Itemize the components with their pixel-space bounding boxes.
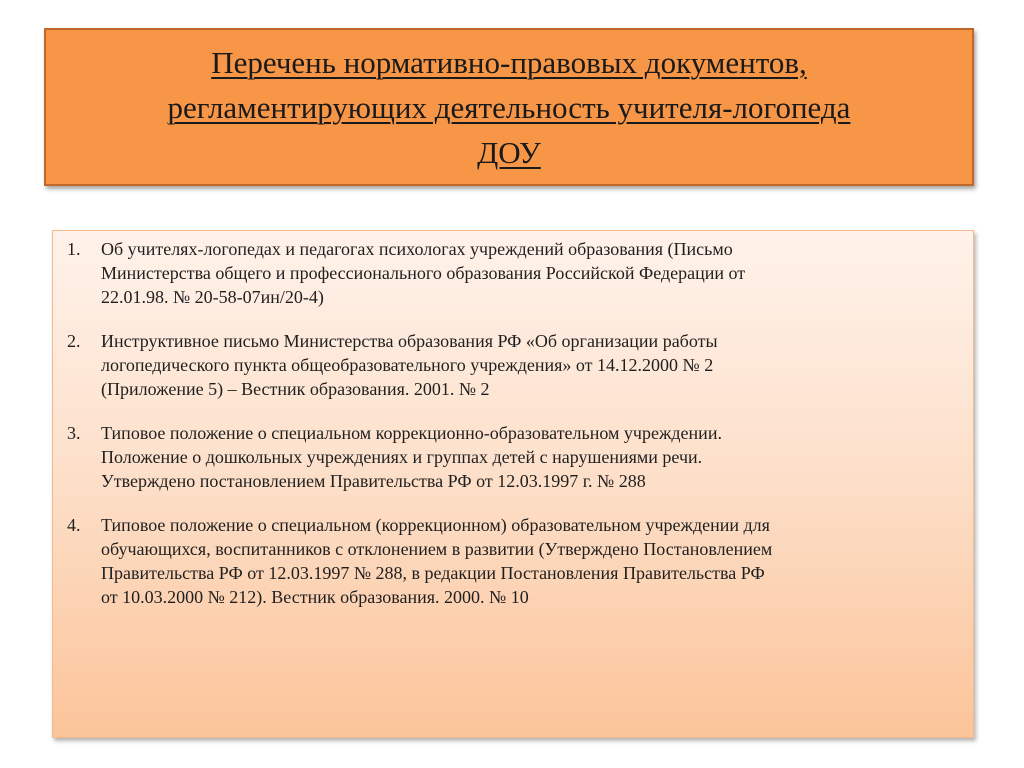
slide-title (138, 40, 881, 175)
list-item-line: 22.01.98. № 20-58-07ин/20-4) (101, 287, 324, 307)
list-item-line: обучающихся, воспитанников с отклонением в развитии (Утверждено Постановлением (101, 539, 773, 559)
title-box (44, 28, 974, 186)
list-item-text (101, 237, 953, 309)
list-item-text (101, 421, 953, 493)
list-item-number: 1. (67, 239, 81, 259)
list-item (67, 513, 953, 609)
list-item-line: Инструктивное письмо Министерства образования РФ «Об организации работы (101, 331, 718, 351)
list-item-number: 2. (67, 331, 81, 351)
list-item-line: Об учителях-логопедах и педагогах психологах учреждений образования (Письмо (101, 239, 733, 259)
list-item-line: от 10.03.2000 № 212). Вестник образования. 2000. № 10 (101, 587, 529, 607)
list-item-line: Правительства РФ от 12.03.1997 № 288, в редакции Постановления Правительства РФ (101, 563, 765, 583)
content-box (52, 230, 974, 738)
list-item-line: логопедического пункта общеобразовательного учреждения» от 14.12.2000 № 2 (101, 355, 714, 375)
list-item-line: Министерства общего и профессионального образования Российской Федерации от (101, 263, 746, 283)
list-item-line: Типовое положение о специальном коррекционно-образовательном учреждении. (101, 423, 722, 443)
list-item-line: Утверждено постановлением Правительства РФ от 12.03.1997 г. № 288 (101, 471, 646, 491)
title-line-2: регламентирующих деятельность учителя-логопеда (167, 89, 851, 125)
list-item-text (101, 329, 953, 401)
document-list (67, 237, 953, 609)
list-item (67, 237, 953, 309)
list-item (67, 421, 953, 493)
list-item-line: Типовое положение о специальном (коррекционном) образовательном учреждении для (101, 515, 770, 535)
list-item (67, 329, 953, 401)
title-line-1: Перечень нормативно-правовых документов, (211, 44, 807, 80)
list-item-number: 4. (67, 515, 81, 535)
list-item-number: 3. (67, 423, 81, 443)
title-line-3: ДОУ (477, 134, 541, 170)
list-item-line: Положение о дошкольных учреждениях и группах детей с нарушениями речи. (101, 447, 703, 467)
list-item-text (101, 513, 953, 609)
list-item-line: (Приложение 5) – Вестник образования. 2001. № 2 (101, 379, 490, 399)
